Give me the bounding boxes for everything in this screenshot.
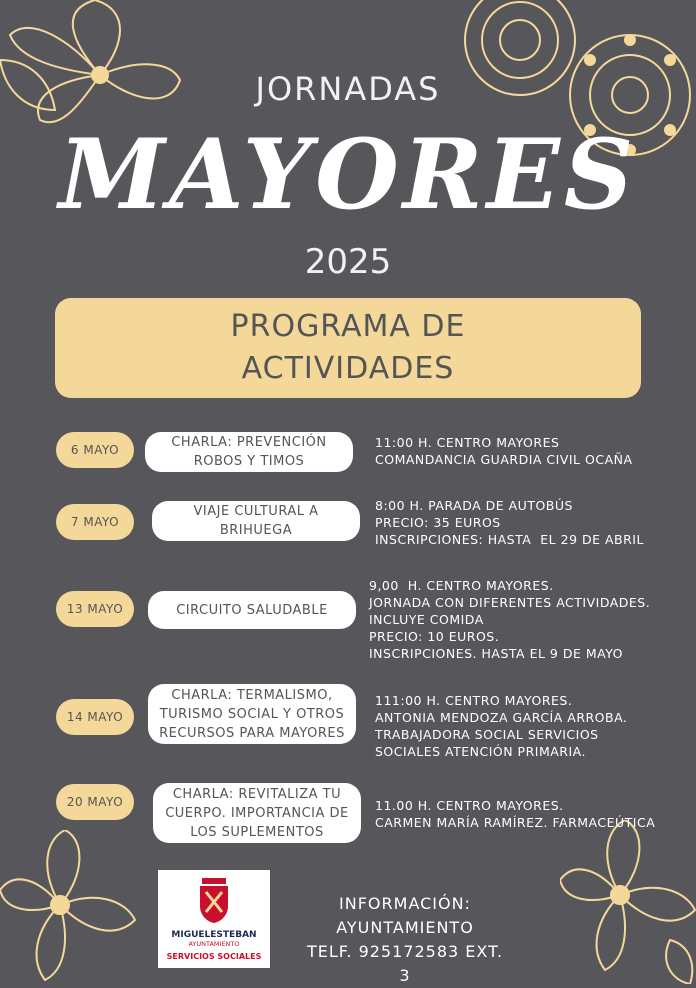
town-hall-logo [158,870,270,968]
activity-detail-line: JORNADA CON DIFERENTES ACTIVIDADES. [369,595,651,610]
activity-details [375,797,655,831]
activity-detail-line: INSCRIPCIONES: HASTA EL 29 DE ABRIL [375,532,644,547]
activity-title [145,432,353,472]
activity-title-line: CUERPO. IMPORTANCIA DE [165,805,349,821]
activity-title-line: CIRCUITO SALUDABLE [176,602,328,618]
logo-department: SERVICIOS SOCIALES [166,952,262,961]
event-year: 2025 [304,242,392,282]
activity-title-line: ROBOS Y TIMOS [193,454,305,469]
activity-title-line: CHARLA: TERMALISMO, [171,687,333,703]
event-subtitle: JORNADAS [255,70,441,108]
activity-title-line: CHARLA: PREVENCIÓN [171,435,327,450]
activity-detail-line: 11.00 H. CENTRO MAYORES. [375,798,564,813]
flower-bottom-left-icon [0,830,140,984]
activity-details [375,497,644,548]
info-line-1: INFORMACIÓN: [339,894,471,913]
activity-detail-line: INSCRIPCIONES. HASTA EL 9 DE MAYO [369,646,623,661]
activity-detail-line: 11:00 H. CENTRO MAYORES [375,435,560,450]
activity-detail-line: SOCIALES ATENCIÓN PRIMARIA. [375,744,586,759]
activity-detail-line: COMANDANCIA GUARDIA CIVIL OCAÑA [375,452,633,467]
activity-detail-line: CARMEN MARÍA RAMÍREZ. FARMACEÚTICA [375,815,656,830]
activity-detail-line: PRECIO: 35 EUROS [375,515,501,530]
activity-detail-line: 9,00 H. CENTRO MAYORES. [369,578,554,593]
event-title: MAYORES [58,118,638,231]
activity-title-line: VIAJE CULTURAL A [193,504,319,519]
activity-details [369,577,650,662]
flower-bottom-right-icon [560,820,696,984]
activity-date: 7 MAYO [56,504,134,540]
banner-line-1: PROGRAMA DE [230,309,466,344]
activity-title [148,591,356,629]
activity-detail-line: 8:00 H. PARADA DE AUTOBÚS [375,498,573,513]
activity-title [152,501,360,541]
coat-of-arms-icon [194,876,234,924]
activity-date: 6 MAYO [56,432,134,468]
contact-info [300,892,510,988]
program-banner [55,298,641,398]
activity-detail-line: ANTONIA MENDOZA GARCÍA ARROBA. [375,710,628,725]
activity-detail-line: PRECIO: 10 EUROS. [369,629,500,644]
activity-date: 20 MAYO [56,784,134,820]
info-phone: TELF. 925172583 EXT. 3 [306,942,504,985]
activity-detail-line: INCLUYE COMIDA [369,612,484,627]
activity-detail-line: TRABAJADORA SOCIAL SERVICIOS [375,727,599,742]
activity-date: 13 MAYO [56,591,134,627]
logo-subtitle: AYUNTAMIENTO [188,940,240,948]
activity-detail-line: 111:00 H. CENTRO MAYORES. [375,693,573,708]
activity-title-line: CHARLA: REVITALIZA TU [172,786,342,802]
logo-name: MIGUELESTEBAN [171,930,257,940]
info-line-2: AYUNTAMIENTO [336,918,474,937]
activity-title-line: RECURSOS PARA MAYORES [159,725,345,741]
activity-title [148,684,356,744]
activity-details [375,692,627,760]
activity-date: 14 MAYO [56,699,134,735]
activity-title-line: BRIHUEGA [219,523,293,538]
activity-details [375,434,633,468]
banner-line-2: ACTIVIDADES [241,351,455,386]
activity-title-line: TURISMO SOCIAL Y OTROS [159,706,345,722]
activity-title-line: LOS SUPLEMENTOS [190,824,324,840]
activity-title [153,783,361,843]
